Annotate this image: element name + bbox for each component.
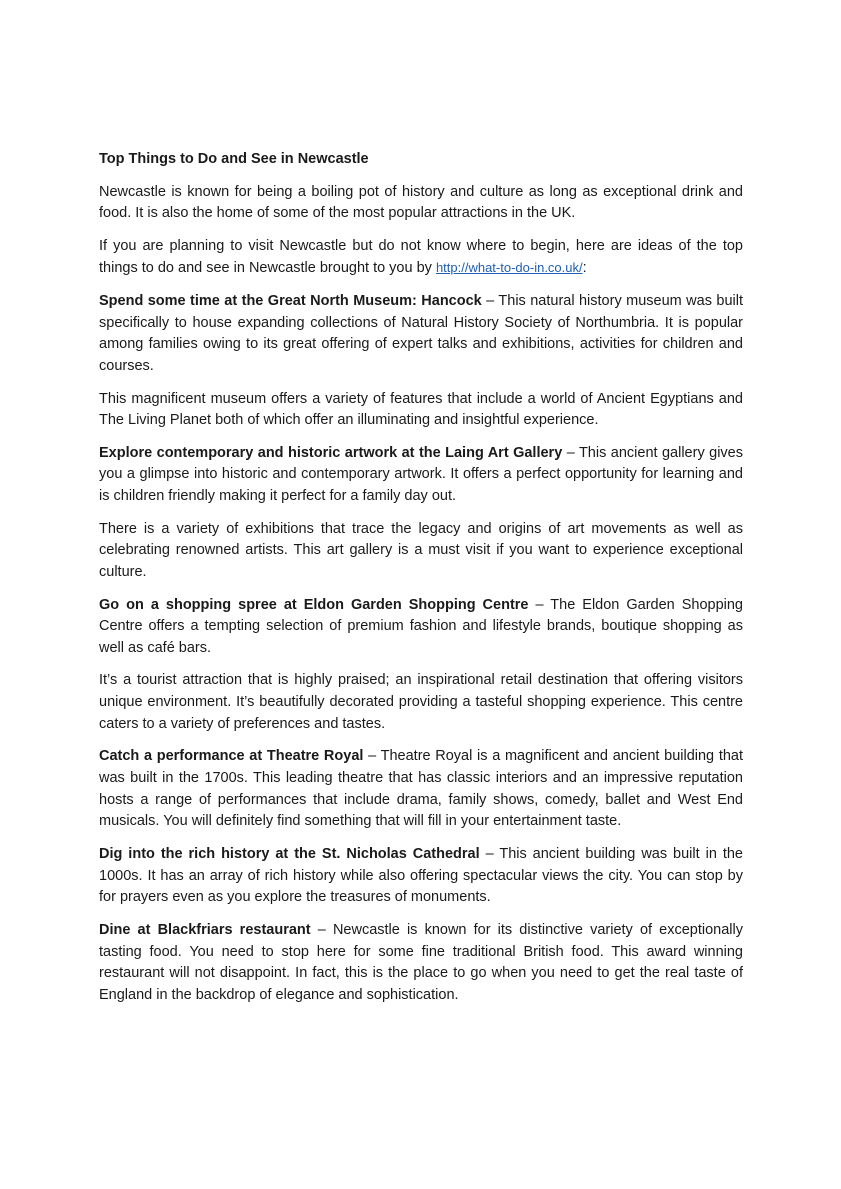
section-heading: Go on a shopping spree at Eldon Garden Shopping Centre [99,596,529,613]
section-heading: Dig into the rich history at the St. Nicholas Cathedral [99,845,480,862]
document-title: Top Things to Do and See in Newcastle [99,151,369,167]
planning-paragraph [99,236,743,280]
document-body [99,149,743,1017]
section-theatre [99,746,743,833]
section-text: – This ancient building was built in the 1000s. It has an array of rich history while also offering spectacular views the city. You can stop by for prayers even as you explore the treasures of monuments. [99,845,743,906]
section-heading: Catch a performance at Theatre Royal [99,748,364,765]
section-text: – Newcastle is known for its distinctive variety of exceptionally tasting food. You need to stop here for some fine traditional British food. This award winning restaurant will not disappoint. In fact, this is the place to go when you need to get the real taste of England in the backdrop of elegance and sophistication. [99,921,744,1003]
website-link[interactable]: http://what-to-do-in.co.uk/ [435,260,583,276]
section-text: – This natural history museum was built specifically to house expanding collections of Natural History Society of Northumbria. It is popular among families owing to its great offering of expert talks and exhibitions, activities for children and courses. [99,292,743,375]
section-gallery [99,443,743,508]
planning-text: If you are planning to visit Newcastle but do not know where to begin, here are ideas of the top things to do and see in Newcastle brought to you by [99,237,743,277]
section-text: – The Eldon Garden Shopping Centre offers a tempting selection of premium fashion and lifestyle brands, boutique shopping as well as café bars. [99,596,743,656]
section-heading: Spend some time at the Great North Museum: Hancock [99,292,482,309]
section-museum [99,291,743,378]
section-heading: Dine at Blackfriars restaurant [99,921,311,938]
intro-paragraph: Newcastle is known for being a boiling pot of history and culture as long as exceptional drink and food. It is also the home of some of the most popular attractions in the UK. [99,183,743,222]
section-heading: Explore contemporary and historic artwork at the Laing Art Gallery [99,444,563,461]
section-shopping-extra: It’s a tourist attraction that is highly praised; an inspirational retail destination that offering visitors unique environment. It’s beautifully decorated providing a tasteful shopping experience. This centre caters to a variety of preferences and tastes. [99,672,743,732]
section-restaurant [99,920,743,1007]
section-shopping [99,595,743,660]
planning-colon: : [582,260,587,277]
section-museum-extra: This magnificent museum offers a variety of features that include a world of Ancient Egyptians and The Living Planet both of which offer an illuminating and insightful experience. [99,390,743,429]
section-gallery-extra: There is a variety of exhibitions that trace the legacy and origins of art movements as well as celebrating renowned artists. This art gallery is a must visit if you want to experience exceptional culture. [99,520,743,581]
section-text: – Theatre Royal is a magnificent and ancient building that was built in the 1700s. This leading theatre that has classic interiors and an impressive reputation hosts a range of performances that include drama, family shows, comedy, ballet and West End musicals. You will definitely find something that will fill in your entertainment taste. [99,748,744,830]
section-cathedral [99,844,743,909]
section-text: – This ancient gallery gives you a glimpse into historic and contemporary artwork. It offers a perfect opportunity for learning and is children friendly making it perfect for a family day out. [99,444,743,505]
